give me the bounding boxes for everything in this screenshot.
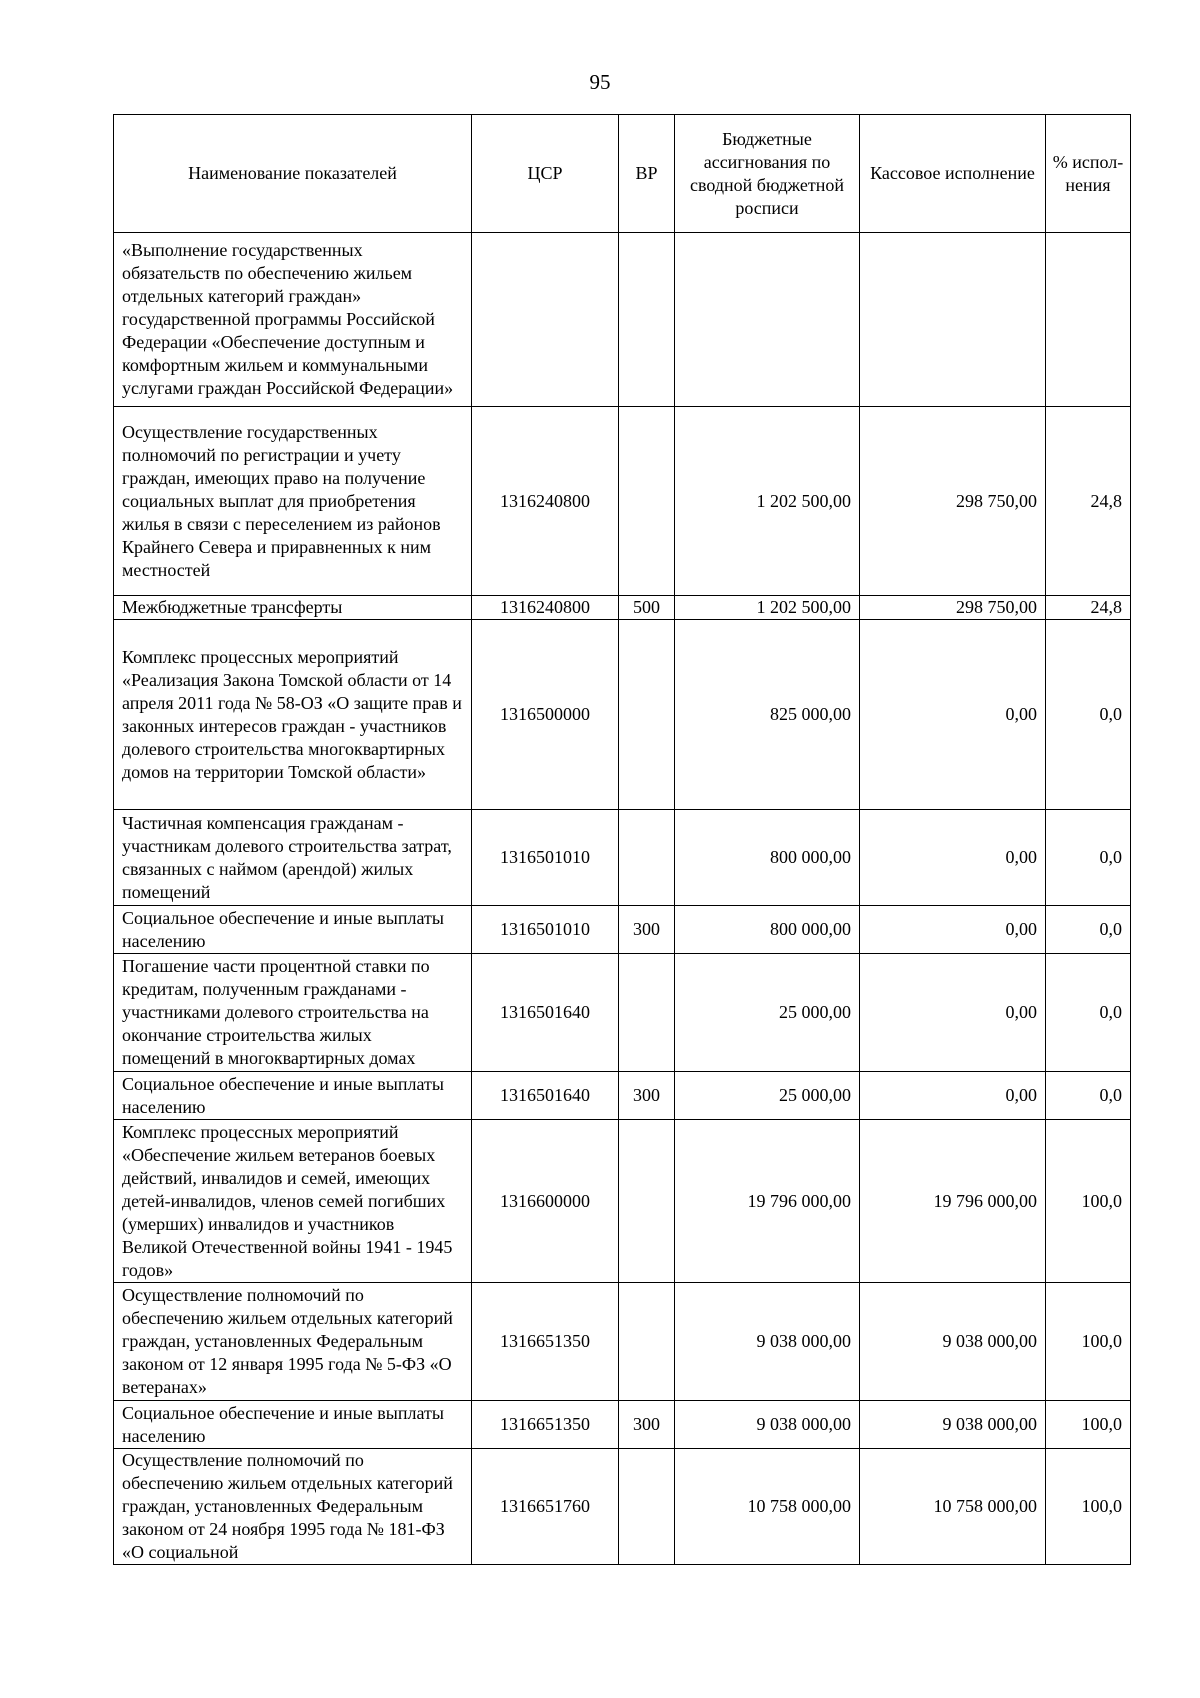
cell-cash: 10 758 000,00	[860, 1449, 1046, 1565]
cell-vr: 300	[619, 1072, 675, 1120]
table-row	[114, 1401, 1131, 1449]
cell-vr: 300	[619, 1401, 675, 1449]
cell-vr	[619, 233, 675, 407]
cell-csr: 1316240800	[472, 596, 619, 620]
cell-percent: 0,0	[1046, 954, 1131, 1072]
cell-name: Комплекс процессных мероприятий «Реализация Закона Томской области от 14 апреля 2011 года № 58-ОЗ «О защите прав и законных интересов граждан - участников долевого строительства многоквартирных домов на территории Томской области»	[114, 620, 472, 810]
cell-cash: 298 750,00	[860, 407, 1046, 596]
table-row	[114, 1120, 1131, 1283]
cell-budget: 800 000,00	[675, 906, 860, 954]
cell-name: «Выполнение государственных обязательств по обеспечению жильем отдельных категорий граждан» государственной программы Российской Федерации «Обеспечение доступным и комфортным жильем и коммунальными услугами граждан Российской Федерации»	[114, 233, 472, 407]
cell-cash: 0,00	[860, 810, 1046, 906]
table-row	[114, 1283, 1131, 1401]
cell-csr: 1316651350	[472, 1283, 619, 1401]
cell-budget: 825 000,00	[675, 620, 860, 810]
cell-cash	[860, 233, 1046, 407]
table-header	[114, 115, 1131, 233]
cell-budget: 1 202 500,00	[675, 596, 860, 620]
cell-percent: 0,0	[1046, 1072, 1131, 1120]
cell-percent: 100,0	[1046, 1120, 1131, 1283]
cell-name: Погашение части процентной ставки по кредитам, полученным гражданами - участниками долевого строительства на окончание строительства жилых помещений в многоквартирных домах	[114, 954, 472, 1072]
cell-vr	[619, 1449, 675, 1565]
cell-name: Частичная компенсация гражданам - участникам долевого строительства затрат, связанных с наймом (арендой) жилых помещений	[114, 810, 472, 906]
cell-vr	[619, 954, 675, 1072]
cell-cash: 0,00	[860, 906, 1046, 954]
table-row	[114, 954, 1131, 1072]
cell-budget: 10 758 000,00	[675, 1449, 860, 1565]
cell-csr: 1316651350	[472, 1401, 619, 1449]
cell-name: Социальное обеспечение и иные выплаты населению	[114, 1401, 472, 1449]
header-row	[114, 115, 1131, 233]
table-row	[114, 407, 1131, 596]
cell-cash: 0,00	[860, 954, 1046, 1072]
header-cash: Кассовое исполнение	[860, 115, 1046, 233]
cell-vr	[619, 620, 675, 810]
table-row	[114, 1072, 1131, 1120]
cell-name: Социальное обеспечение и иные выплаты населению	[114, 906, 472, 954]
cell-budget: 9 038 000,00	[675, 1401, 860, 1449]
cell-vr	[619, 1283, 675, 1401]
header-budget: Бюджетные ассигнования по сводной бюджетной росписи	[675, 115, 860, 233]
cell-cash: 9 038 000,00	[860, 1283, 1046, 1401]
cell-csr	[472, 233, 619, 407]
table-row	[114, 810, 1131, 906]
cell-cash: 298 750,00	[860, 596, 1046, 620]
cell-csr: 1316501640	[472, 954, 619, 1072]
header-percent: % испол-нения	[1046, 115, 1131, 233]
header-csr: ЦСР	[472, 115, 619, 233]
cell-cash: 0,00	[860, 620, 1046, 810]
header-name: Наименование показателей	[114, 115, 472, 233]
cell-budget: 25 000,00	[675, 954, 860, 1072]
cell-percent: 100,0	[1046, 1401, 1131, 1449]
cell-csr: 1316501640	[472, 1072, 619, 1120]
cell-vr	[619, 407, 675, 596]
cell-cash: 9 038 000,00	[860, 1401, 1046, 1449]
table-row	[114, 906, 1131, 954]
cell-vr	[619, 810, 675, 906]
cell-budget: 9 038 000,00	[675, 1283, 860, 1401]
cell-name: Комплекс процессных мероприятий «Обеспечение жильем ветеранов боевых действий, инвалидов и семей, имеющих детей-инвалидов, членов семей погибших (умерших) инвалидов и участников Великой Отечественной войны 1941 - 1945 годов»	[114, 1120, 472, 1283]
cell-csr: 1316600000	[472, 1120, 619, 1283]
cell-vr: 500	[619, 596, 675, 620]
cell-csr: 1316501010	[472, 906, 619, 954]
cell-vr	[619, 1120, 675, 1283]
cell-budget: 25 000,00	[675, 1072, 860, 1120]
page-number: 95	[589, 70, 611, 94]
cell-vr: 300	[619, 906, 675, 954]
cell-csr: 1316500000	[472, 620, 619, 810]
cell-name: Осуществление полномочий по обеспечению жильем отдельных категорий граждан, установленных Федеральным законом от 12 января 1995 года № 5-ФЗ «О ветеранах»	[114, 1283, 472, 1401]
cell-name: Осуществление государственных полномочий по регистрации и учету граждан, имеющих право на получение социальных выплат для приобретения жилья в связи с переселением из районов Крайнего Севера и приравненных к ним местностей	[114, 407, 472, 596]
cell-budget: 19 796 000,00	[675, 1120, 860, 1283]
cell-cash: 19 796 000,00	[860, 1120, 1046, 1283]
cell-percent: 24,8	[1046, 596, 1131, 620]
table-row	[114, 596, 1131, 620]
cell-percent: 100,0	[1046, 1449, 1131, 1565]
cell-budget: 1 202 500,00	[675, 407, 860, 596]
cell-csr: 1316501010	[472, 810, 619, 906]
table-row	[114, 620, 1131, 810]
cell-cash: 0,00	[860, 1072, 1046, 1120]
cell-percent: 24,8	[1046, 407, 1131, 596]
cell-name: Социальное обеспечение и иные выплаты населению	[114, 1072, 472, 1120]
cell-csr: 1316651760	[472, 1449, 619, 1565]
table-row	[114, 1449, 1131, 1565]
cell-name: Межбюджетные трансферты	[114, 596, 472, 620]
cell-percent: 0,0	[1046, 620, 1131, 810]
table-row	[114, 233, 1131, 407]
header-vr: ВР	[619, 115, 675, 233]
budget-execution-table	[113, 114, 1131, 1565]
cell-budget	[675, 233, 860, 407]
cell-percent	[1046, 233, 1131, 407]
cell-csr: 1316240800	[472, 407, 619, 596]
cell-percent: 0,0	[1046, 810, 1131, 906]
cell-budget: 800 000,00	[675, 810, 860, 906]
cell-name: Осуществление полномочий по обеспечению жильем отдельных категорий граждан, установленных Федеральным законом от 24 ноября 1995 года № 181-ФЗ «О социальной	[114, 1449, 472, 1565]
cell-percent: 100,0	[1046, 1283, 1131, 1401]
cell-percent: 0,0	[1046, 906, 1131, 954]
